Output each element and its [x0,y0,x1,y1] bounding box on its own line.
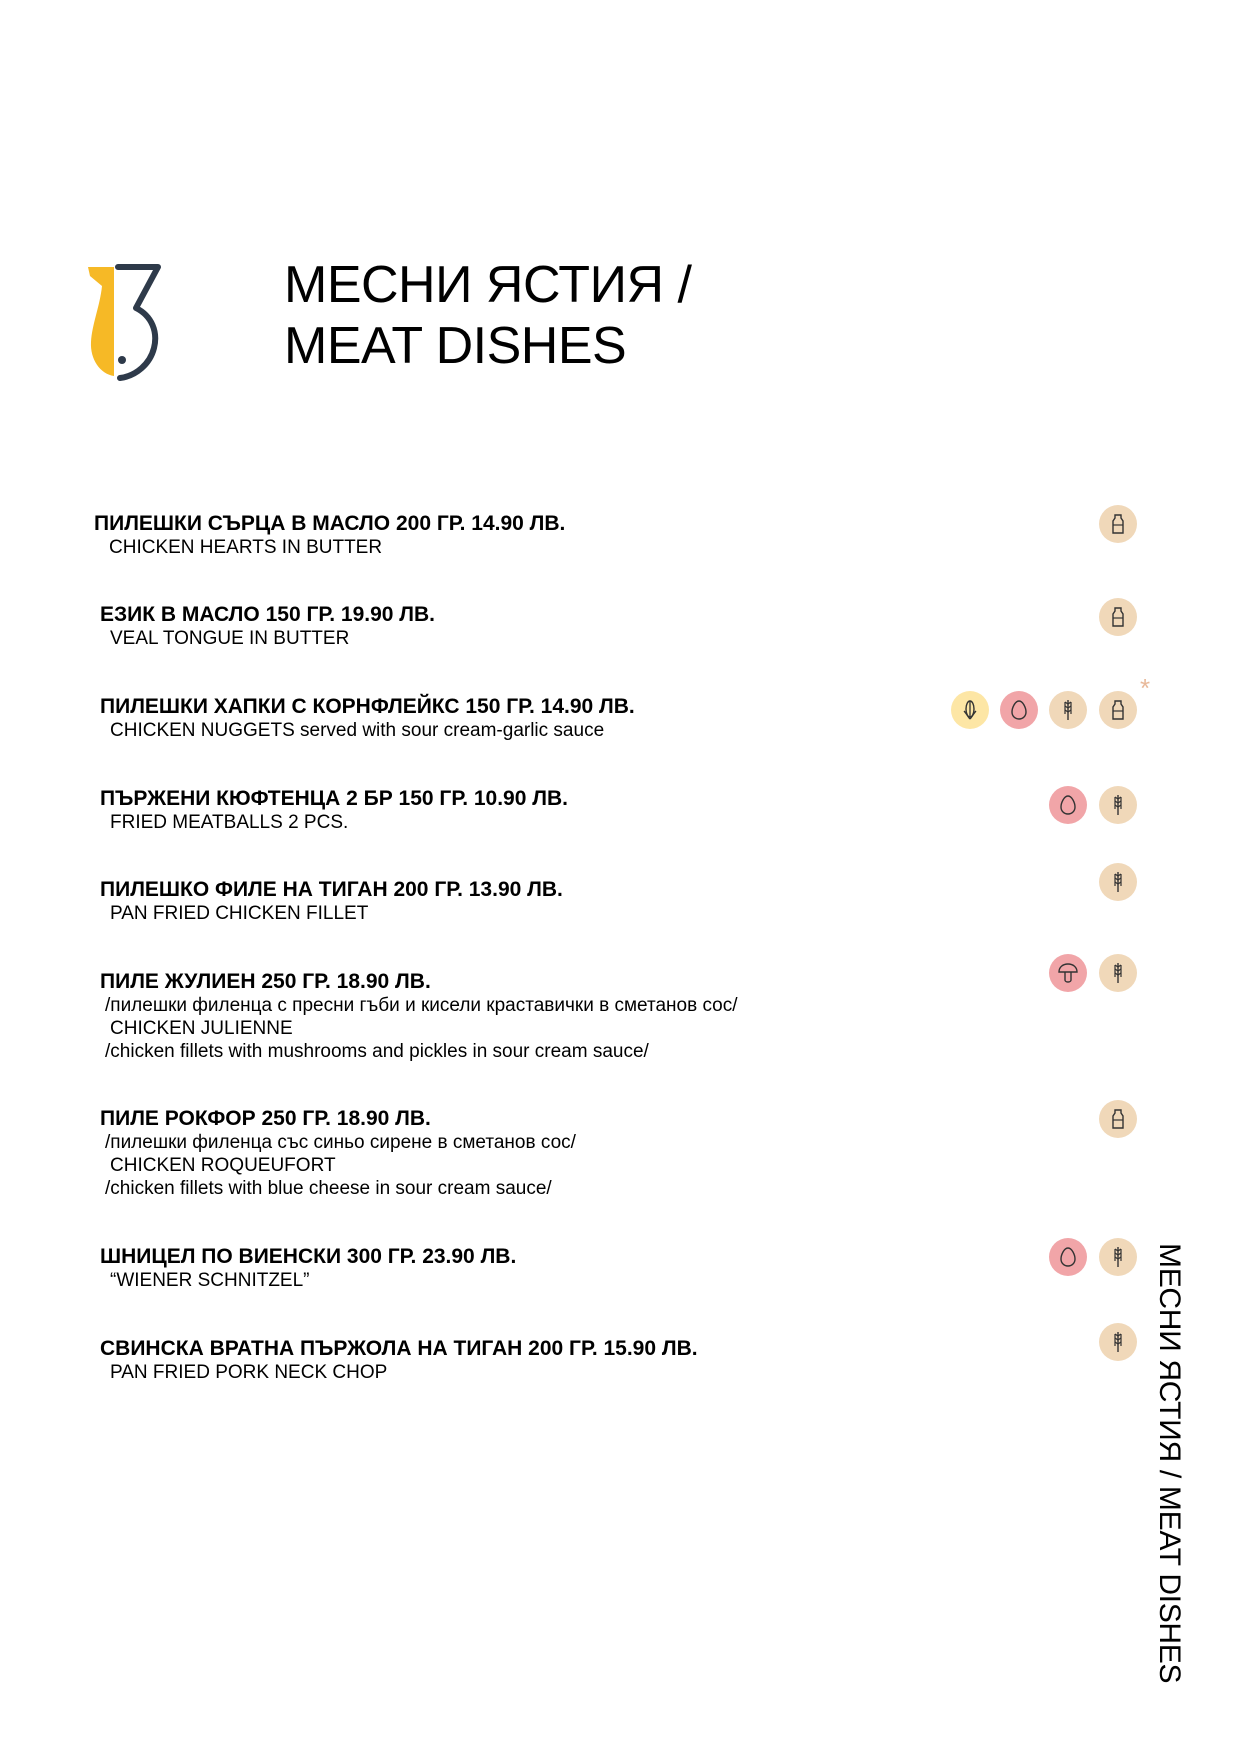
menu-item [100,1337,920,1384]
menu-item-description: CHICKEN HEARTS IN BUTTER [109,537,383,558]
mushroom-icon [1049,954,1087,992]
milk-icon [1099,598,1137,636]
restaurant-logo [88,264,162,382]
menu-item-description: CHICKEN NUGGETS served with sour cream-garlic sauce [110,720,605,741]
menu-item-description: PAN FRIED PORK NECK CHOP [110,1362,388,1383]
milk-icon [1099,691,1137,729]
asterisk-marker: * [1140,673,1151,703]
wheat-icon [1049,691,1087,729]
page-title-bg: МЕСНИ ЯСТИЯ / [284,256,692,314]
menu-item-title: ПИЛЕШКО ФИЛЕ НА ТИГАН 200 ГР. 13.90 ЛВ. [100,878,563,901]
menu-item-description: CHICKEN ROQUEUFORT [110,1155,336,1176]
menu-item-description-bg: /пилешки филенца със синьо сирене в сметанов сос/ [105,1132,576,1153]
menu-item-title: ПЪРЖЕНИ КЮФТЕНЦА 2 БР 150 ГР. 10.90 ЛВ. [100,787,568,810]
page-title-en: MEAT DISHES [284,317,627,375]
menu-item-description: CHICKEN JULIENNE [110,1018,293,1039]
wheat-icon [1099,1323,1137,1361]
menu-item [100,878,920,925]
menu-item-description: FRIED MEATBALLS 2 PCS. [110,812,349,833]
menu-item [100,695,920,742]
egg-icon [1000,691,1038,729]
menu-item [100,787,920,834]
menu-item-title: ПИЛЕ ЖУЛИЕН 250 ГР. 18.90 ЛВ. [100,970,431,993]
menu-item-description-en: /chicken fillets with mushrooms and pickles in sour cream sauce/ [105,1041,649,1062]
page-title [284,255,691,377]
egg-icon [1049,786,1087,824]
wheat-icon [1099,954,1137,992]
corn-icon [951,691,989,729]
menu-item-description: “WIENER SCHNITZEL” [110,1270,310,1291]
wheat-icon [1099,863,1137,901]
menu-item-description-en: /chicken fillets with blue cheese in sour cream sauce/ [105,1178,552,1199]
side-title: МЕСНИ ЯСТИЯ / MEAT DISHES [1153,1243,1186,1684]
menu-item-title: ЕЗИК В МАСЛО 150 ГР. 19.90 ЛВ. [100,603,436,626]
menu-item-title: ПИЛЕШКИ ХАПКИ С КОРНФЛЕЙКС 150 ГР. 14.90 ЛВ. [100,695,635,718]
wheat-icon [1099,1238,1137,1276]
menu-item-title: СВИНСКА ВРАТНА ПЪРЖОЛА НА ТИГАН 200 ГР. 15.90 ЛВ. [100,1337,698,1360]
menu-item-description: VEAL TONGUE IN BUTTER [110,628,350,649]
menu-item-title: ПИЛЕШКИ СЪРЦА В МАСЛО 200 ГР. 14.90 ЛВ. [94,512,566,535]
menu-item-description: PAN FRIED CHICKEN FILLET [110,903,369,924]
menu-item [100,1107,920,1200]
menu-item [100,970,920,1063]
menu-item [100,603,920,650]
menu-item-title: ШНИЦЕЛ ПО ВИЕНСКИ 300 ГР. 23.90 ЛВ. [100,1245,517,1268]
wheat-icon [1099,786,1137,824]
menu-item [100,1245,920,1292]
menu-item-title: ПИЛЕ РОКФОР 250 ГР. 18.90 ЛВ. [100,1107,431,1130]
egg-icon [1049,1238,1087,1276]
milk-icon [1099,1100,1137,1138]
menu-item [94,512,914,559]
menu-item-description-bg: /пилешки филенца с пресни гъби и кисели краставички в сметанов сос/ [105,995,738,1016]
milk-icon [1099,505,1137,543]
